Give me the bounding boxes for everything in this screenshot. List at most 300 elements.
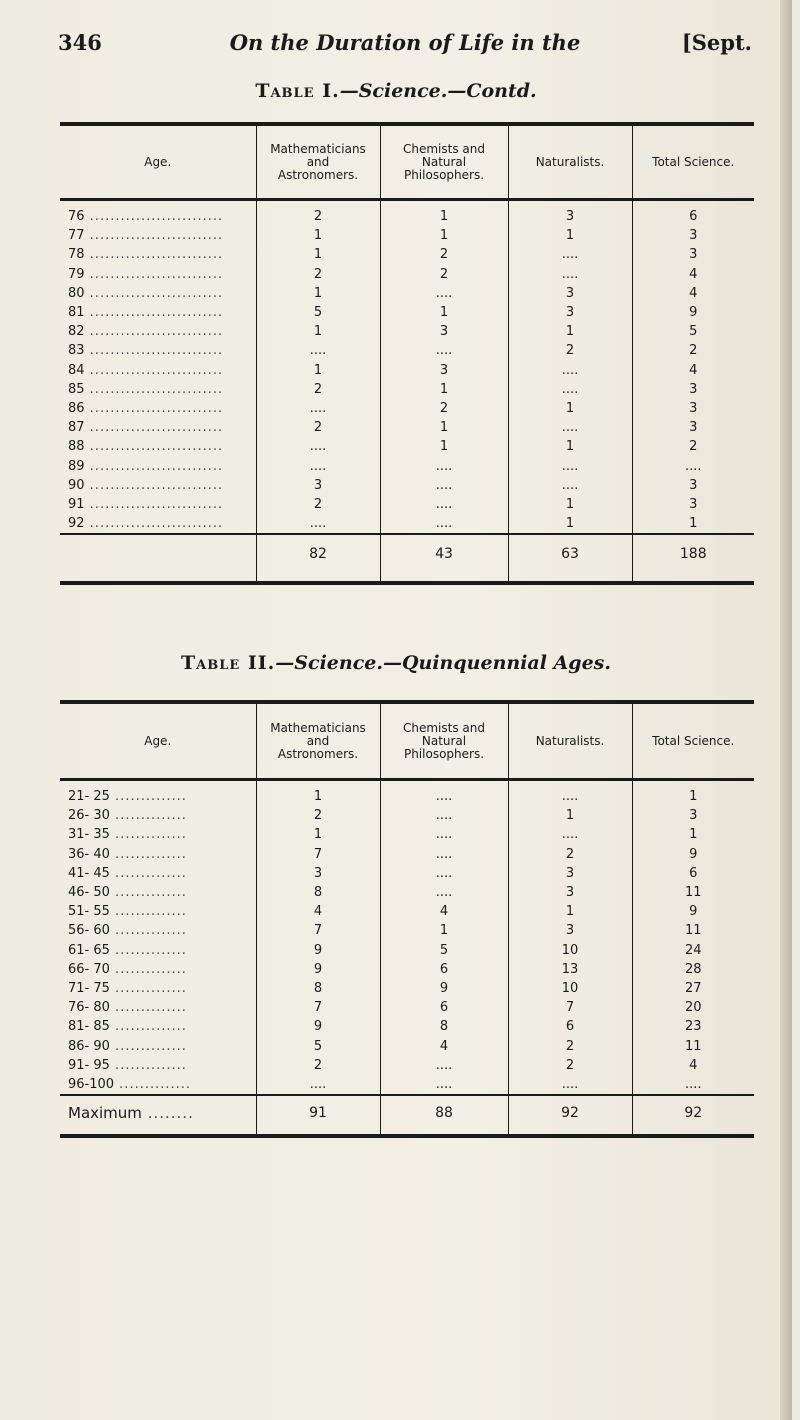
age-cell <box>60 921 256 940</box>
math-cell: 4 <box>256 902 380 921</box>
table1-subtitle: —Science.—Contd. <box>339 80 537 102</box>
age-value: 83 <box>68 343 85 359</box>
chem-cell: 1 <box>380 437 508 456</box>
table2-row <box>60 960 754 979</box>
leader-dots: .............. <box>109 961 187 977</box>
chem-cell: 2 <box>380 399 508 418</box>
nat-cell: .... <box>508 245 632 264</box>
leader-dots: .............. <box>114 1076 192 1092</box>
table2-header-chem-line3: Philosophers. <box>403 746 485 761</box>
table1-total-math: 82 <box>256 534 380 583</box>
leader-dots: .............. <box>109 865 187 881</box>
age-value: 89 <box>68 458 85 474</box>
math-cell: 1 <box>256 825 380 844</box>
age-value: 80 <box>68 285 85 301</box>
age-cell <box>60 806 256 825</box>
total-cell: 3 <box>632 399 754 418</box>
table1-row <box>60 245 754 264</box>
age-cell <box>60 941 256 960</box>
age-cell <box>60 902 256 921</box>
nat-cell: 2 <box>508 1036 632 1055</box>
age-cell <box>60 1017 256 1036</box>
age-cell <box>60 960 256 979</box>
table2-label: Table II. <box>181 652 276 674</box>
table1-row <box>60 226 754 245</box>
table2-row <box>60 1056 754 1075</box>
math-cell: 2 <box>256 418 380 437</box>
age-value: 71- 75 <box>68 980 110 996</box>
math-cell: 8 <box>256 883 380 902</box>
math-cell: 7 <box>256 845 380 864</box>
total-cell: 2 <box>632 341 754 360</box>
table2-total-chem: 88 <box>380 1095 508 1136</box>
age-cell <box>60 418 256 437</box>
nat-cell: 1 <box>508 399 632 418</box>
table2-row <box>60 902 754 921</box>
math-cell: .... <box>256 456 380 475</box>
math-cell: 1 <box>256 226 380 245</box>
leader-dots: .............. <box>109 923 187 939</box>
table1-row <box>60 456 754 475</box>
table2-header-math <box>256 702 380 780</box>
chem-cell: 3 <box>380 322 508 341</box>
chem-cell: .... <box>380 341 508 360</box>
math-cell: 9 <box>256 941 380 960</box>
age-cell <box>60 399 256 418</box>
age-value: 66- 70 <box>68 961 110 977</box>
chem-cell: 4 <box>380 902 508 921</box>
age-cell <box>60 456 256 475</box>
leader-dots: .............. <box>109 789 187 805</box>
math-cell: 1 <box>256 361 380 380</box>
age-cell <box>60 284 256 303</box>
table1-header-total: Total Science. <box>632 124 754 200</box>
total-cell: 11 <box>632 921 754 940</box>
math-cell: 7 <box>256 998 380 1017</box>
table1-header-math-line1: Mathematicians <box>270 141 366 156</box>
nat-cell: 1 <box>508 495 632 514</box>
age-value: 61- 65 <box>68 942 110 958</box>
table1-row <box>60 399 754 418</box>
page-edge <box>780 0 792 1420</box>
leader-dots: .......................... <box>84 496 224 512</box>
table2-header-total: Total Science. <box>632 702 754 780</box>
chem-cell: 3 <box>380 361 508 380</box>
total-cell: 1 <box>632 825 754 844</box>
nat-cell: 3 <box>508 284 632 303</box>
table1-row <box>60 284 754 303</box>
total-cell: 4 <box>632 1056 754 1075</box>
age-cell <box>60 514 256 534</box>
leader-dots: .............. <box>109 846 187 862</box>
leader-dots: .......................... <box>84 247 224 263</box>
age-cell <box>60 864 256 883</box>
table1-totals-row <box>60 534 754 583</box>
leader-dots: .............. <box>109 1000 187 1016</box>
total-cell: 1 <box>632 514 754 534</box>
chem-cell: 1 <box>380 303 508 322</box>
age-value: 81- 85 <box>68 1019 110 1035</box>
math-cell: 9 <box>256 1017 380 1036</box>
age-cell <box>60 245 256 264</box>
age-value: 86 <box>68 400 85 416</box>
leader-dots: .............. <box>109 885 187 901</box>
table2-row <box>60 1075 754 1095</box>
table2-total-nat: 92 <box>508 1095 632 1136</box>
age-cell <box>60 1056 256 1075</box>
math-cell: .... <box>256 437 380 456</box>
table1-row <box>60 341 754 360</box>
age-cell <box>60 303 256 322</box>
leader-dots: .......................... <box>84 458 224 474</box>
math-cell: 2 <box>256 495 380 514</box>
chem-cell: .... <box>380 864 508 883</box>
table2-row <box>60 1036 754 1055</box>
table2-total-math: 91 <box>256 1095 380 1136</box>
chem-cell: 5 <box>380 941 508 960</box>
table2-row <box>60 864 754 883</box>
nat-cell: 1 <box>508 902 632 921</box>
math-cell: 9 <box>256 960 380 979</box>
nat-cell: .... <box>508 456 632 475</box>
table1-row <box>60 200 754 227</box>
table2-row <box>60 998 754 1017</box>
math-cell: 2 <box>256 380 380 399</box>
chem-cell: .... <box>380 780 508 807</box>
chem-cell: 1 <box>380 921 508 940</box>
total-cell: 4 <box>632 284 754 303</box>
nat-cell: .... <box>508 265 632 284</box>
table1-header-math-line2: and <box>306 154 330 169</box>
chem-cell: .... <box>380 883 508 902</box>
age-cell <box>60 495 256 514</box>
leader-dots: .............. <box>109 1057 187 1073</box>
age-value: 76 <box>68 209 85 225</box>
nat-cell: 2 <box>508 845 632 864</box>
table1-row <box>60 514 754 534</box>
nat-cell: 3 <box>508 864 632 883</box>
chem-cell: 6 <box>380 998 508 1017</box>
leader-dots: .......................... <box>84 305 224 321</box>
math-cell: .... <box>256 341 380 360</box>
age-value: 46- 50 <box>68 885 110 901</box>
leader-dots: .......................... <box>84 266 224 282</box>
table2-subtitle: —Science.—Quinquennial Ages. <box>275 652 611 674</box>
table1-header-math <box>256 124 380 200</box>
age-value: 90 <box>68 477 85 493</box>
age-cell <box>60 1075 256 1095</box>
page-number: 346 <box>58 30 102 55</box>
table2-row <box>60 941 754 960</box>
table2-header-age: Age. <box>60 702 256 780</box>
leader-dots: .......................... <box>84 516 224 532</box>
age-value: 84 <box>68 362 85 378</box>
total-cell: 5 <box>632 322 754 341</box>
table2-header-math-line1: Mathematicians <box>270 720 366 735</box>
age-cell <box>60 845 256 864</box>
table1-header-chem-line3: Philosophers. <box>403 167 485 182</box>
age-value: 36- 40 <box>68 846 110 862</box>
chem-cell: .... <box>380 1056 508 1075</box>
table1-label: Table I. <box>255 80 340 102</box>
total-cell: 24 <box>632 941 754 960</box>
math-cell: 1 <box>256 245 380 264</box>
math-cell: 2 <box>256 200 380 227</box>
leader-dots: .......................... <box>84 228 224 244</box>
running-title: On the Duration of Life in the <box>229 30 581 55</box>
nat-cell: 3 <box>508 303 632 322</box>
table2-row <box>60 780 754 807</box>
leader-dots: .......................... <box>84 324 224 340</box>
nat-cell: 7 <box>508 998 632 1017</box>
leader-dots: .......................... <box>84 285 224 301</box>
age-value: 88 <box>68 439 85 455</box>
chem-cell: 1 <box>380 418 508 437</box>
table2-row <box>60 1017 754 1036</box>
total-cell: 28 <box>632 960 754 979</box>
age-value: 21- 25 <box>68 789 110 805</box>
nat-cell: 3 <box>508 883 632 902</box>
total-cell: 3 <box>632 418 754 437</box>
table2-totals-row <box>60 1095 754 1136</box>
total-cell: 3 <box>632 476 754 495</box>
math-cell: .... <box>256 514 380 534</box>
total-cell: 4 <box>632 265 754 284</box>
age-cell <box>60 476 256 495</box>
math-cell: 5 <box>256 1036 380 1055</box>
nat-cell: .... <box>508 1075 632 1095</box>
age-cell <box>60 226 256 245</box>
total-cell: 4 <box>632 361 754 380</box>
total-cell: 20 <box>632 998 754 1017</box>
age-cell <box>60 883 256 902</box>
leader-dots: .............. <box>109 1019 187 1035</box>
math-cell: 1 <box>256 284 380 303</box>
math-cell: 5 <box>256 303 380 322</box>
math-cell: 2 <box>256 806 380 825</box>
table2-row <box>60 979 754 998</box>
table1-total-nat: 63 <box>508 534 632 583</box>
total-cell: 3 <box>632 495 754 514</box>
age-cell <box>60 979 256 998</box>
total-cell: 9 <box>632 303 754 322</box>
table2-row <box>60 806 754 825</box>
table1-total-chem: 43 <box>380 534 508 583</box>
total-cell: 6 <box>632 200 754 227</box>
chem-cell: .... <box>380 825 508 844</box>
chem-cell: .... <box>380 1075 508 1095</box>
age-value: 91 <box>68 496 85 512</box>
table2-header-row <box>60 702 754 780</box>
age-cell <box>60 265 256 284</box>
leader-dots: .......................... <box>84 439 224 455</box>
age-value: 51- 55 <box>68 904 110 920</box>
table2-header-math-line3: Astronomers. <box>277 746 359 761</box>
nat-cell: .... <box>508 780 632 807</box>
age-value: 86- 90 <box>68 1038 110 1054</box>
chem-cell: .... <box>380 514 508 534</box>
table2-total-age <box>60 1095 256 1136</box>
math-cell: .... <box>256 1075 380 1095</box>
total-cell: 2 <box>632 437 754 456</box>
table2-header-math-line2: and <box>306 733 330 748</box>
total-cell: 9 <box>632 845 754 864</box>
math-cell: 7 <box>256 921 380 940</box>
table1-title <box>0 80 792 102</box>
age-cell <box>60 825 256 844</box>
running-head <box>58 30 752 58</box>
table1-row <box>60 418 754 437</box>
age-value: 76- 80 <box>68 1000 110 1016</box>
nat-cell: .... <box>508 825 632 844</box>
math-cell: 3 <box>256 476 380 495</box>
chem-cell: 4 <box>380 1036 508 1055</box>
leader-dots: .............. <box>109 980 187 996</box>
nat-cell: 1 <box>508 226 632 245</box>
chem-cell: 1 <box>380 200 508 227</box>
leader-dots: .......................... <box>84 362 224 378</box>
age-cell <box>60 437 256 456</box>
nat-cell: 10 <box>508 979 632 998</box>
total-cell: 3 <box>632 806 754 825</box>
table1-row <box>60 322 754 341</box>
nat-cell: 10 <box>508 941 632 960</box>
total-cell: 3 <box>632 380 754 399</box>
chem-cell: 1 <box>380 226 508 245</box>
table1-header-age: Age. <box>60 124 256 200</box>
leader-dots: .............. <box>109 1038 187 1054</box>
table2-header-chem-line2: Natural <box>421 733 467 748</box>
total-cell: 11 <box>632 1036 754 1055</box>
age-cell <box>60 380 256 399</box>
table1-header-row <box>60 124 754 200</box>
leader-dots: .......................... <box>84 381 224 397</box>
table2-body <box>60 780 754 1096</box>
table2-maximum-label: Maximum <box>68 1104 142 1122</box>
nat-cell: 6 <box>508 1017 632 1036</box>
chem-cell: 2 <box>380 245 508 264</box>
leader-dots: .......................... <box>84 400 224 416</box>
table1-row <box>60 361 754 380</box>
table1-header-nat: Naturalists. <box>508 124 632 200</box>
nat-cell: 1 <box>508 437 632 456</box>
age-value: 56- 60 <box>68 923 110 939</box>
total-cell: 9 <box>632 902 754 921</box>
age-cell <box>60 1036 256 1055</box>
chem-cell: .... <box>380 495 508 514</box>
math-cell: 1 <box>256 322 380 341</box>
age-value: 81 <box>68 305 85 321</box>
table2-total-total: 92 <box>632 1095 754 1136</box>
age-value: 87 <box>68 420 85 436</box>
age-cell <box>60 998 256 1017</box>
nat-cell: 2 <box>508 341 632 360</box>
table2 <box>60 700 754 1138</box>
total-cell: 3 <box>632 226 754 245</box>
nat-cell: 3 <box>508 921 632 940</box>
nat-cell: 1 <box>508 806 632 825</box>
age-value: 92 <box>68 516 85 532</box>
leader-dots: .............. <box>109 942 187 958</box>
chem-cell: .... <box>380 806 508 825</box>
table1 <box>60 122 754 585</box>
table1-body <box>60 200 754 535</box>
table1-row <box>60 265 754 284</box>
chem-cell: .... <box>380 476 508 495</box>
table1-row <box>60 495 754 514</box>
table1-row <box>60 303 754 322</box>
table1-total-total: 188 <box>632 534 754 583</box>
table1-total-age <box>60 534 256 583</box>
total-cell: 27 <box>632 979 754 998</box>
age-value: 82 <box>68 324 85 340</box>
nat-cell: 1 <box>508 322 632 341</box>
leader-dots: .............. <box>109 827 187 843</box>
leader-dots: .............. <box>109 904 187 920</box>
running-month: [Sept. <box>681 30 752 55</box>
math-cell: 8 <box>256 979 380 998</box>
table2-maximum-dots: ........ <box>141 1104 194 1122</box>
leader-dots: .......................... <box>84 209 224 225</box>
total-cell: 6 <box>632 864 754 883</box>
age-value: 91- 95 <box>68 1057 110 1073</box>
leader-dots: .......................... <box>84 477 224 493</box>
math-cell: 2 <box>256 1056 380 1075</box>
chem-cell: .... <box>380 284 508 303</box>
table2-header-nat: Naturalists. <box>508 702 632 780</box>
table2-row <box>60 845 754 864</box>
age-value: 78 <box>68 247 85 263</box>
leader-dots: .......................... <box>84 343 224 359</box>
nat-cell: .... <box>508 476 632 495</box>
nat-cell: 2 <box>508 1056 632 1075</box>
age-value: 41- 45 <box>68 865 110 881</box>
age-cell <box>60 341 256 360</box>
nat-cell: 3 <box>508 200 632 227</box>
age-value: 77 <box>68 228 85 244</box>
age-value: 96-100 <box>68 1076 115 1092</box>
nat-cell: .... <box>508 380 632 399</box>
leader-dots: .............. <box>109 808 187 824</box>
table1-header-chem-line2: Natural <box>421 154 467 169</box>
age-cell <box>60 361 256 380</box>
chem-cell: .... <box>380 845 508 864</box>
table1-row <box>60 476 754 495</box>
nat-cell: .... <box>508 361 632 380</box>
leader-dots: .......................... <box>84 420 224 436</box>
table1-row <box>60 380 754 399</box>
math-cell: 3 <box>256 864 380 883</box>
chem-cell: 6 <box>380 960 508 979</box>
math-cell: 1 <box>256 780 380 807</box>
table1-row <box>60 437 754 456</box>
table2-row <box>60 883 754 902</box>
math-cell: 2 <box>256 265 380 284</box>
total-cell: 3 <box>632 245 754 264</box>
total-cell: .... <box>632 456 754 475</box>
table2-header-chem-line1: Chemists and <box>403 720 485 735</box>
table2-row <box>60 825 754 844</box>
table2-header-chem <box>380 702 508 780</box>
nat-cell: 13 <box>508 960 632 979</box>
total-cell: 11 <box>632 883 754 902</box>
chem-cell: 1 <box>380 380 508 399</box>
age-cell <box>60 322 256 341</box>
chem-cell: 9 <box>380 979 508 998</box>
age-cell <box>60 200 256 227</box>
table1-header-chem-line1: Chemists and <box>403 141 485 156</box>
age-value: 26- 30 <box>68 808 110 824</box>
